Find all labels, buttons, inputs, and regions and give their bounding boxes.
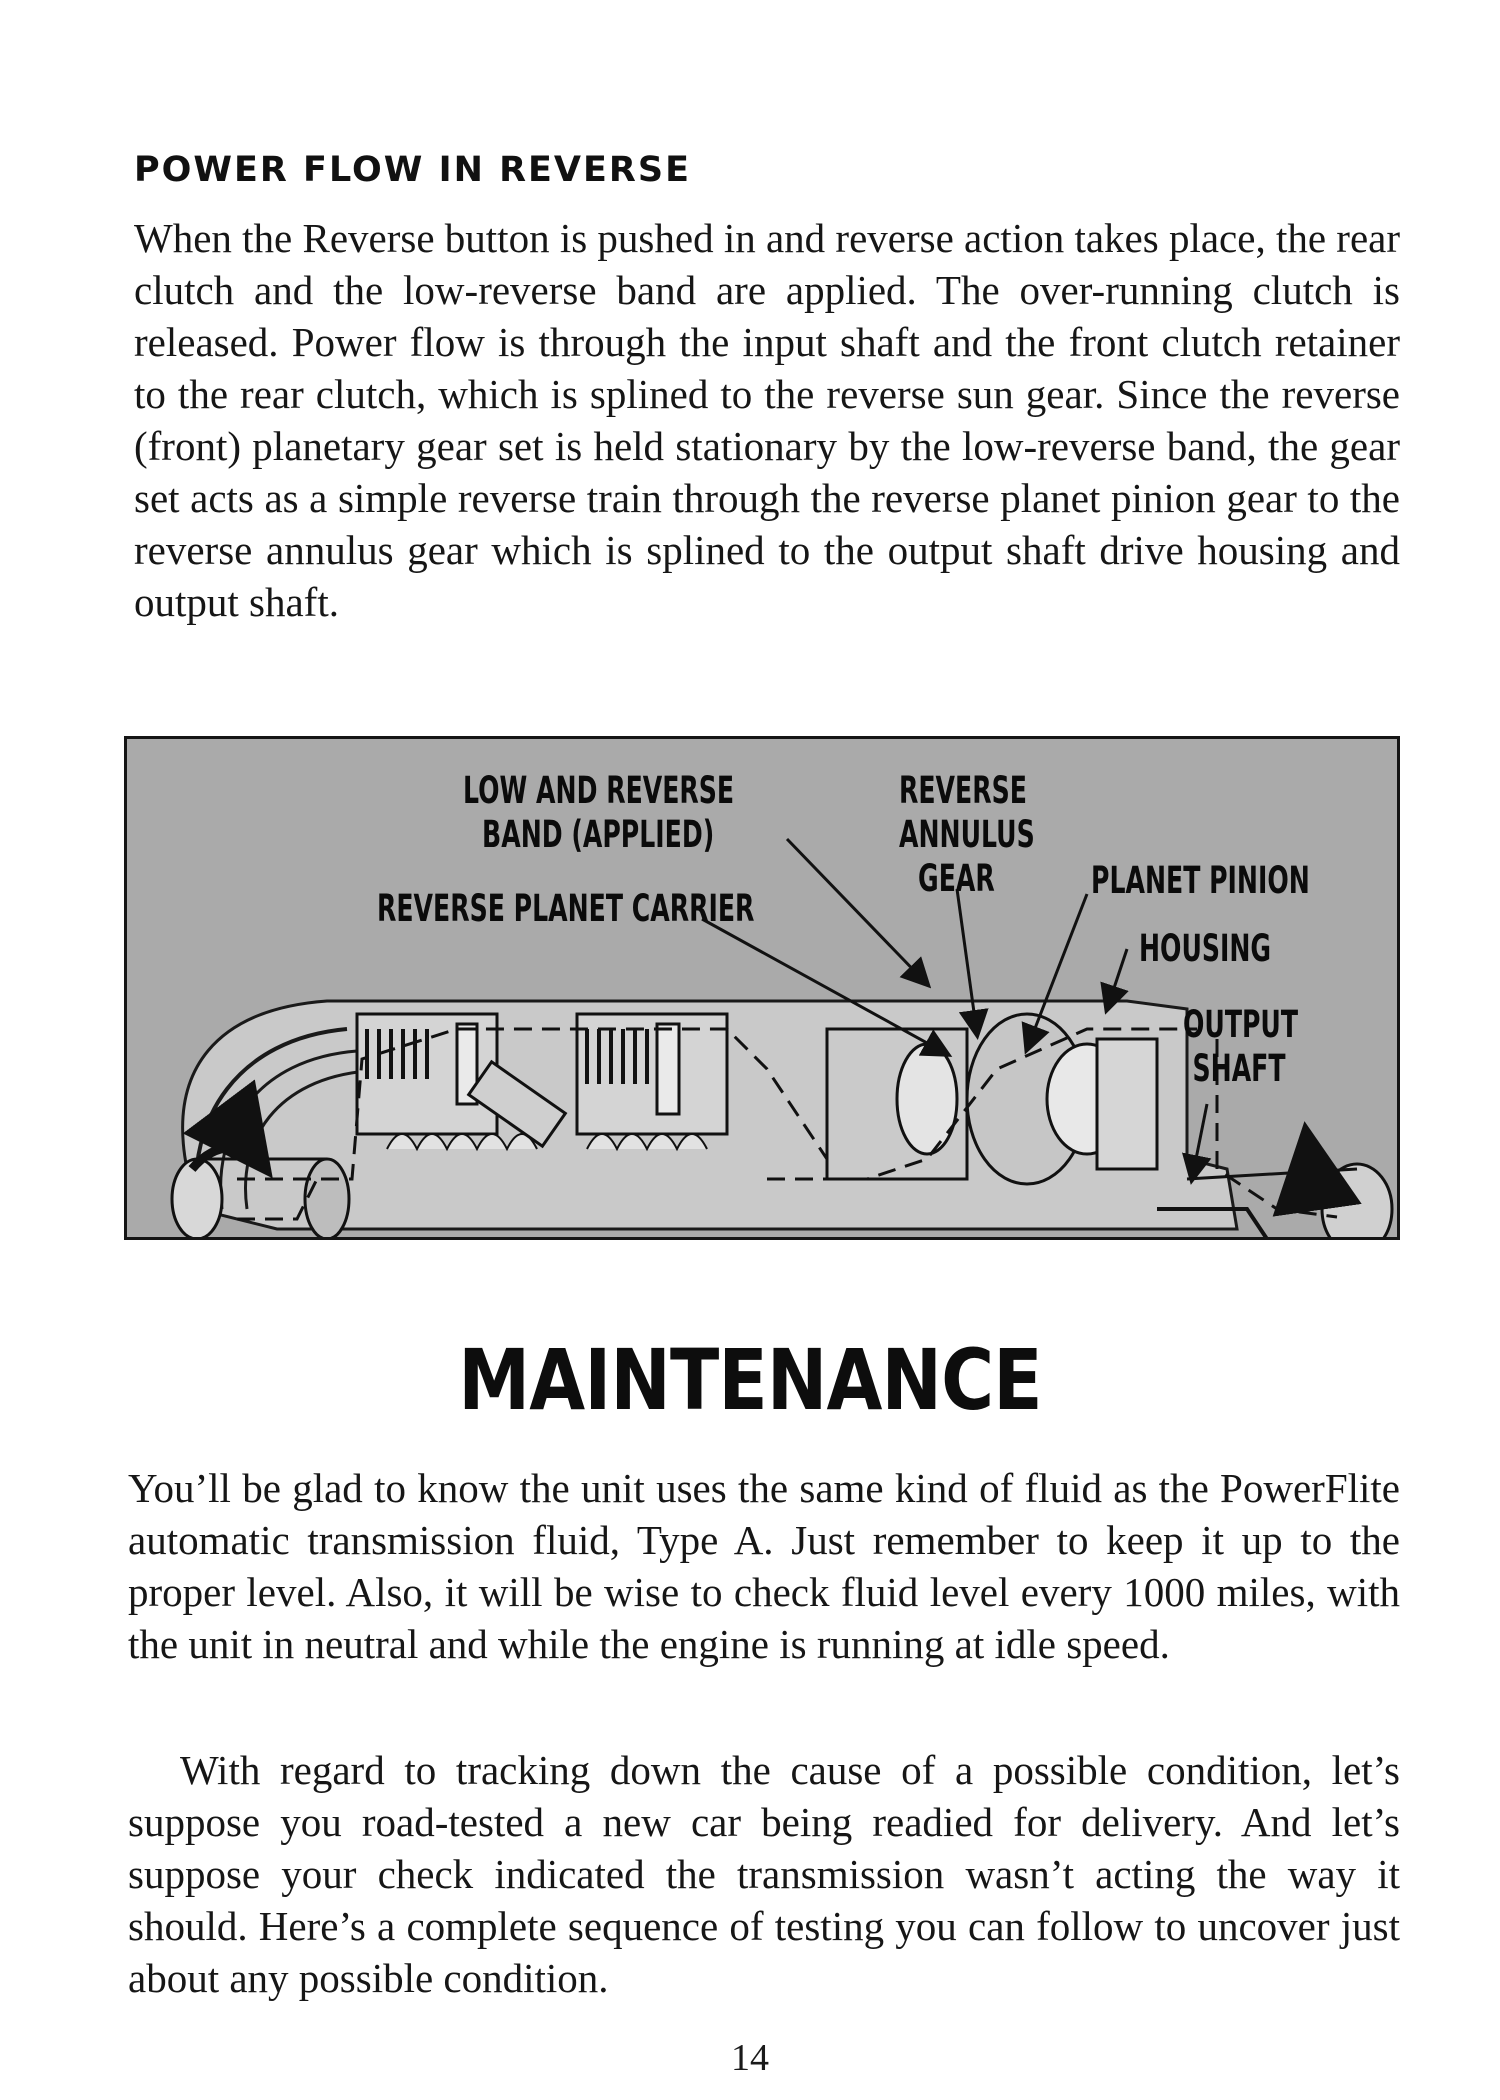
label-reverse-annulus-line1: REVERSE <box>899 769 1027 812</box>
label-low-reverse-band-line1: LOW AND REVERSE <box>463 769 735 812</box>
reverse-power-flow-paragraph: When the Reverse button is pushed in and reverse action takes place, the rear clutch and the low-reverse band are applied. The over-running clutch is released. Power flow is through the input shaft and the front clutch retainer to the rear clutch, which is splined to the reverse sun gear. Since the reverse (front) planetary gear set is held stationary by the low-reverse band, the gear set acts as a simple reverse train through the reverse planet pinion gear to the reverse annulus gear which is splined to the output shaft drive housing and output shaft. <box>134 215 1400 625</box>
maintenance-paragraph-2: With regard to tracking down the cause of a possible condition, let’s suppose you road-tested a new car being readied for delivery. And let’s suppose your check indicated the transmission wasn’t acting the way it should. Here’s a complete sequence of testing you can follow to uncover just about any possible condition. <box>128 1747 1400 2001</box>
maintenance-paragraph-1: You’ll be glad to know the unit uses the same kind of fluid as the PowerFlite automatic transmission fluid, Type A. Just remember to keep it up to the proper level. Also, it will be wise to check fluid level every 1000 miles, with the unit in neutral and while the engine is running at idle speed. <box>128 1465 1400 1667</box>
section-heading: POWER FLOW IN REVERSE <box>134 150 691 190</box>
transmission-cutaway-illustration <box>127 739 1400 1240</box>
label-low-reverse-band <box>463 769 735 857</box>
label-reverse-planet-carrier: REVERSE PLANET CARRIER <box>377 887 755 930</box>
label-reverse-annulus-line3: GEAR <box>918 857 995 900</box>
label-output-shaft <box>1183 1003 1298 1091</box>
page-number: 14 <box>731 2037 769 2079</box>
label-planet-pinion: PLANET PINION <box>1091 859 1310 902</box>
label-reverse-annulus-gear <box>899 769 1035 901</box>
maintenance-title: MAINTENANCE <box>458 1331 1042 1429</box>
label-low-reverse-band-line2: BAND (APPLIED) <box>482 813 715 856</box>
transmission-cutaway-diagram <box>124 736 1400 1240</box>
label-output-shaft-line2: SHAFT <box>1192 1047 1286 1090</box>
label-reverse-annulus-line2: ANNULUS <box>899 813 1035 856</box>
label-housing: HOUSING <box>1139 927 1272 970</box>
label-output-shaft-line1: OUTPUT <box>1183 1003 1299 1046</box>
